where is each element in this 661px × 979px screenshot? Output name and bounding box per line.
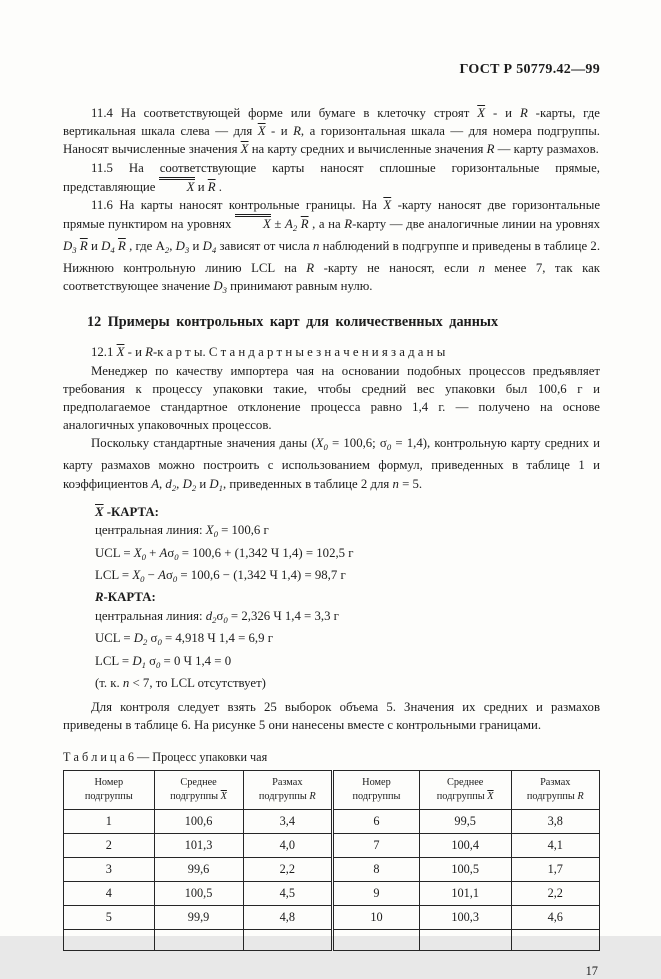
table-cell: 101,3 <box>154 834 243 858</box>
table-cell: 3,4 <box>243 810 333 834</box>
r-chart-lcl-note: (т. к. n < 7, то LCL отсутствует) <box>95 676 266 690</box>
table-cell: 4,8 <box>243 906 333 930</box>
header-subgroup-number-right: Номер подгруппы <box>333 771 420 810</box>
table-cell: 7 <box>333 834 420 858</box>
table-cell: 100,3 <box>419 906 511 930</box>
table-cell: 9 <box>333 882 420 906</box>
para-12-1-title: 12.1 $\overline{X}$ - и R-к а р т ы. С т а н д а р т н ы е з н а ч е н и я з а д а н ы <box>91 345 446 360</box>
header-subgroup-range-right: Размах подгруппы R <box>511 771 599 810</box>
table-6-caption: Т а б л и ц а 6 — Процесс упаковки чая <box>63 750 268 764</box>
table-row <box>64 858 600 882</box>
table-cell: 3 <box>64 858 155 882</box>
table-cell <box>333 930 420 951</box>
r-chart-ucl: UCL = $D_2$ $\sigma_0 = 4,918$ Ч 1,4 = 6,9 г <box>95 631 273 648</box>
table-header-row <box>64 771 600 810</box>
page-number: 17 <box>585 964 598 978</box>
table-cell: 6 <box>333 810 420 834</box>
table-cell: 5 <box>64 906 155 930</box>
x-chart-heading: $\overline{X}$ -КАРТА: <box>95 504 159 519</box>
table-cell: 99,5 <box>419 810 511 834</box>
header-subgroup-mean-left: Среднее подгруппы $\overline{X}$ <box>154 771 243 810</box>
table-cell: 4 <box>64 882 155 906</box>
document-standard-number: ГОСТ Р 50779.42—99 <box>459 62 600 77</box>
table-cell: 2 <box>64 834 155 858</box>
table-cell: 101,1 <box>419 882 511 906</box>
table-cell: 100,4 <box>419 834 511 858</box>
para-control-samples: Для контроля следует взять 25 выборок объема 5. Значения их средних и размахов приведены в таблице 6. На рисунке 5 они нанесены вместе с контрольными границами. <box>63 699 600 732</box>
table-cell: 4,6 <box>511 906 599 930</box>
r-chart-lcl: LCL = $D_1$ $\sigma_0 = 0$ Ч 1,4 = 0 <box>95 653 232 670</box>
table-cell: 3,8 <box>511 810 599 834</box>
table-cell <box>243 930 333 951</box>
table-cell: 99,9 <box>154 906 243 930</box>
table-cell <box>419 930 511 951</box>
x-chart-ucl: UCL = $X_0 + A\sigma_0 = 100,6 + (1,342$ Ч 1,4) = 102,5 г <box>95 545 354 562</box>
r-chart-center-line: центральная линия: $d_2\sigma_0 = 2,326$ Ч 1,4 = 3,3 г <box>95 608 339 625</box>
table-cell: 2,2 <box>511 882 599 906</box>
table-cell: 4,1 <box>511 834 599 858</box>
table-cell: 1 <box>64 810 155 834</box>
x-chart-center-line: центральная линия: $X_0 = 100,6$ г <box>95 523 269 539</box>
table-cell <box>64 930 155 951</box>
table-cell: 2,2 <box>243 858 333 882</box>
header-subgroup-number-left: Номер подгруппы <box>64 771 155 810</box>
r-chart-heading: R-КАРТА: <box>95 590 156 605</box>
table-empty-row <box>64 930 600 951</box>
table-cell: 100,6 <box>154 810 243 834</box>
table-cell <box>154 930 243 951</box>
table-row <box>64 906 600 930</box>
table-cell: 4,0 <box>243 834 333 858</box>
para-12-1-intro: Менеджер по качеству импортера чая на основании подобных процессов предъявляет требования к процессу упаковки такие, чтобы средний вес упаковки был 100,6 г и предполагаемое стандартное отклонение процесса равно 1,4 г. — получено на основе аналогичных упаковочных процессов. <box>63 363 600 433</box>
header-subgroup-mean-right: Среднее подгруппы $\overline{X}$ <box>419 771 511 810</box>
tea-packing-table <box>63 770 600 951</box>
table-cell: 99,6 <box>154 858 243 882</box>
para-11-4: 11.4 На соответствующей форме или бумаге в клеточку строят $\overline{X}$ - и R -карты, где вертикальная шкала слева — для $\overline{X}$ - и R, а горизонтальная шкала — для номера подгруппы. Наносят вычисленные значения $\overline{X}$ на карту средних и вычисленные значения R — карту размахов. <box>63 106 600 157</box>
table-cell: 100,5 <box>154 882 243 906</box>
table-cell: 8 <box>333 858 420 882</box>
table-cell: 4,5 <box>243 882 333 906</box>
para-11-6: 11.6 На карты наносят контрольные границы. На $\overline{X}$ -карту наносят две горизонтальные прямые пунктиром на уровнях $X \pm A_2$ $\overline{R}$ , а на R-карту — две аналогичные линии на уровнях $D_3$ $\overline{R}$ и $D_4$ $\overline{R}$ , где $А_2$, $D_3$ и $D_4$ зависят от числа n наблюдений в подгруппе и приведены в таблице 2. Нижнюю контрольную линию LCL на R -карту не наносят, если n менее 7, так как соответствующее значение $D_3$ принимают равным нулю. <box>63 198 601 296</box>
table-cell: 1,7 <box>511 858 599 882</box>
x-chart-lcl: LCL = $X_0 - A\sigma_0 = 100,6 - (1,342$ Ч 1,4) = 98,7 г <box>95 567 346 584</box>
table-row <box>64 882 600 906</box>
table-cell: 10 <box>333 906 420 930</box>
table-row <box>64 834 600 858</box>
formulas-block <box>95 503 600 693</box>
table-cell: 100,5 <box>419 858 511 882</box>
section-12-heading: 12 Примеры контрольных карт для количественных данных <box>87 314 499 331</box>
table-row <box>64 810 600 834</box>
para-12-1-standard: Поскольку стандартные значения даны ($X_0 = 100,6$; $\sigma_0 = 1,4$), контрольную карту средних и карту размахов можно построить с использованием формул, приведенных в таблице 1 и коэффициентов A, $d_2$, $D_2$ и $D_1$, приведенных в таблице 2 для n = 5. <box>63 436 601 493</box>
table-cell <box>511 930 599 951</box>
para-11-5: 11.5 На соответствующие карты наносят сплошные горизонтальные прямые, представляющие X и $\overline{R}$ . <box>63 160 600 194</box>
header-subgroup-range-left: Размах подгруппы R <box>243 771 333 810</box>
